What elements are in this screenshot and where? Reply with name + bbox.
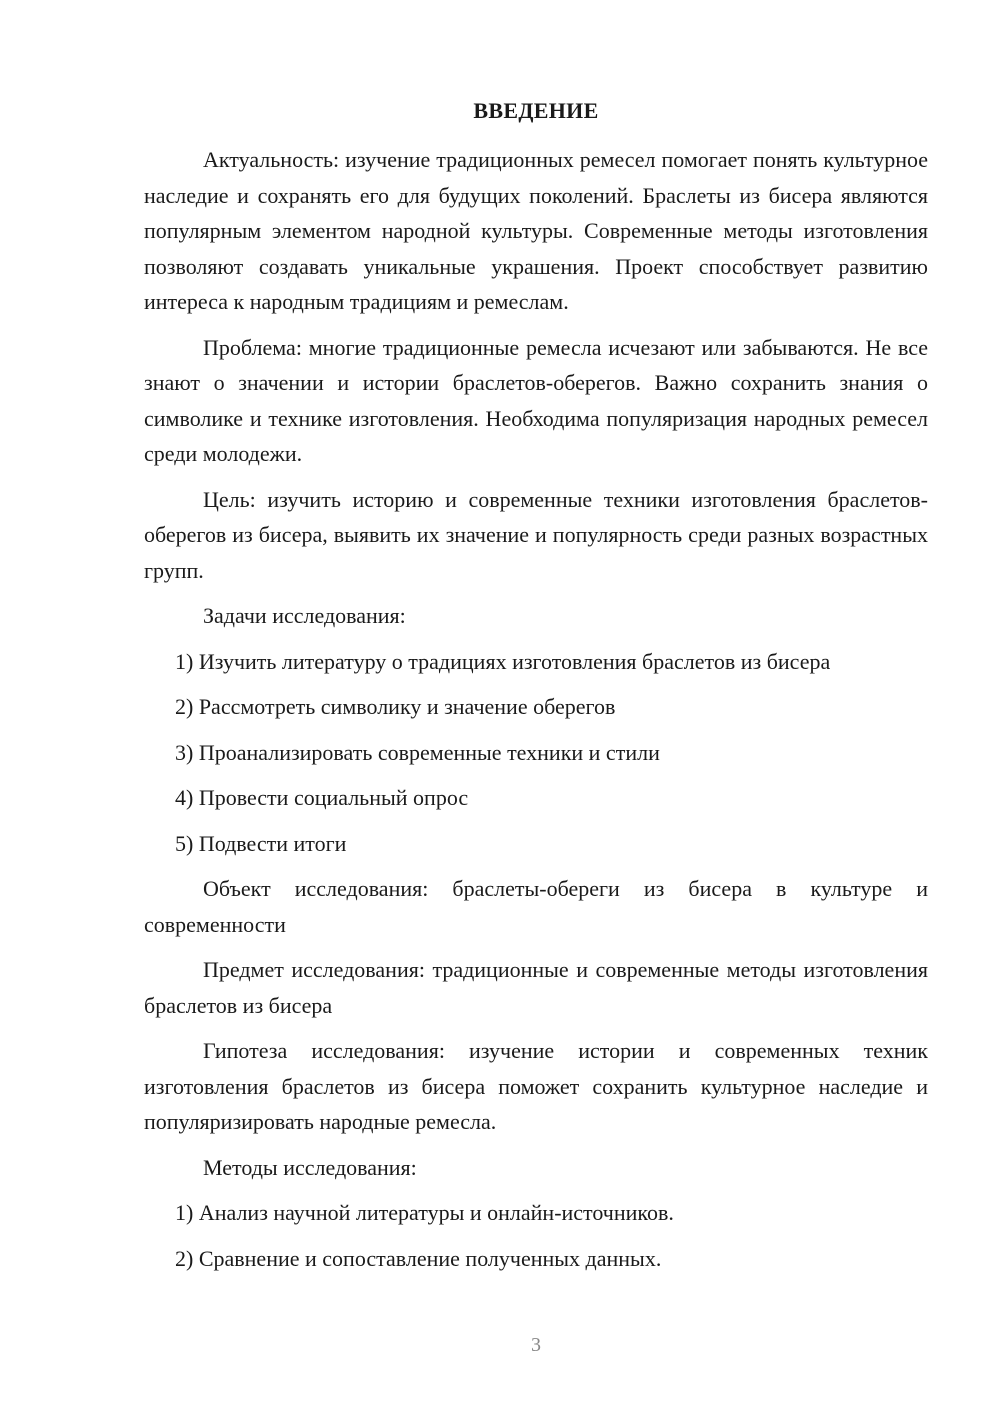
- paragraph-hypothesis: Гипотеза исследования: изучение истории и современных техник изготовления браслетов из бисера поможет сохранить культурное наследие и популяризировать народные ремесла.: [144, 1038, 928, 1134]
- list-item: 2) Сравнение и сопоставление полученных данных.: [175, 1245, 662, 1271]
- paragraph-goal: Цель: изучить историю и современные техники изготовления браслетов-оберегов из бисера, выявить их значение и популярность среди разных возрастных групп.: [144, 486, 928, 583]
- methods-heading: Методы исследования:: [203, 1154, 417, 1180]
- list-item: 1) Изучить литературу о традициях изготовления браслетов из бисера: [175, 648, 831, 674]
- tasks-heading: Задачи исследования:: [203, 603, 406, 628]
- page-title: ВВЕДЕНИЕ: [473, 98, 599, 123]
- paragraph-problem: Проблема: многие традиционные ремесла исчезают или забываются. Не все знают о значении и истории браслетов-оберегов. Важно сохранить знания о символике и технике изготовления. Необходима популяризация народных ремесел среди молодежи.: [144, 334, 928, 466]
- list-item: 1) Анализ научной литературы и онлайн-источников.: [175, 1200, 674, 1225]
- page-number: 3: [531, 1334, 541, 1356]
- paragraph-relevance: Актуальность: изучение традиционных ремесел помогает понять культурное наследие и сохранять его для будущих поколений. Браслеты из бисера являются популярным элементом народной культуры. Современные методы изготовления позволяют создавать уникальные украшения. Проект способствует развитию интереса к народным традициям и ремеслам.: [144, 147, 928, 314]
- list-item: 2) Рассмотреть символику и значение оберегов: [175, 694, 616, 719]
- paragraph-object: Объект исследования: браслеты-обереги из бисера в культуре и современности: [144, 876, 928, 937]
- list-item: 3) Проанализировать современные техники и стили: [175, 739, 660, 765]
- list-item: 5) Подвести итоги: [175, 830, 347, 856]
- paragraph-subject: Предмет исследования: традиционные и современные методы изготовления браслетов из бисера: [144, 957, 928, 1018]
- list-item: 4) Провести социальный опрос: [175, 785, 469, 810]
- tasks-list: [144, 644, 928, 862]
- methods-list: [144, 1195, 928, 1276]
- document-body: [144, 142, 928, 1286]
